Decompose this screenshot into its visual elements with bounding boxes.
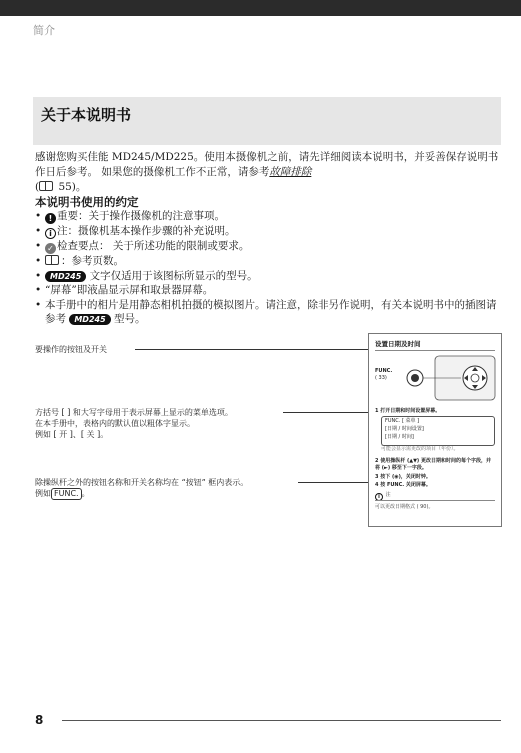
sample-title: 设置日期及时间 — [375, 340, 421, 348]
annotation-line: 例如 [ 开 ]、[ 关 ]。 — [35, 430, 109, 439]
footer-rule — [62, 720, 501, 721]
list-item — [35, 239, 505, 254]
leader-line — [298, 482, 374, 483]
annotation-other-buttons — [35, 477, 335, 500]
list-item — [35, 254, 505, 269]
book-icon — [45, 255, 59, 265]
leader-line — [283, 412, 373, 413]
annotation-brackets — [35, 407, 315, 440]
book-icon — [39, 181, 53, 191]
menu-path: FUNC. [ 菜单 ] — [385, 418, 420, 424]
list-item-text: 型号。 — [114, 313, 146, 325]
page-number: 8 — [35, 713, 44, 727]
page-title: 关于本说明书 — [41, 106, 132, 124]
conventions-list — [35, 209, 505, 327]
intro-text: 感谢您购买佳能 MD245/MD225。使用本摄像机之前，请先详细阅读本说明书，并妥善保存说明书作日后参考。 如果您的摄像机工作不正常，请参考 — [35, 151, 499, 178]
note-label: 注 — [385, 492, 391, 498]
model-badge: MD245 — [45, 271, 86, 282]
menu-path-box — [381, 416, 495, 446]
list-item — [35, 283, 505, 298]
sample-ref: ( 33) — [375, 375, 387, 381]
sample-page — [368, 333, 502, 527]
sample-note-text: 可以更改日期格式 ( 90)。 — [375, 504, 434, 510]
intro-ref: 55)。 — [55, 181, 87, 193]
list-item-text: 注：摄像机基本操作步骤的补充说明。 — [57, 225, 236, 237]
menu-path: [日期 / 时间设置] — [385, 426, 424, 432]
annotation-line: 除操纵杆之外的按钮名称和开关名称均在 “按钮” 框内表示。 — [35, 478, 249, 487]
intro-paragraph: 感谢您购买佳能 MD245/MD225。使用本摄像机之前，请先详细阅读本说明书，并妥善保存说明书作日后参考。 如果您的摄像机工作不正常，请参考故障排除 ( 55)。 — [35, 151, 499, 193]
note-icon: i — [45, 228, 56, 239]
list-item-text: 重要：关于操作摄像机的注意事项。 — [57, 210, 225, 222]
troubleshooting-link[interactable]: 故障排除 — [269, 166, 312, 178]
important-icon: ! — [45, 213, 56, 224]
annotation-line: 方括号 [ ] 和大写字母用于表示屏幕上显示的菜单选项。 — [35, 408, 233, 417]
list-item-text: ：参考页数。 — [61, 255, 124, 267]
list-item-text: 本手册中的相片是用静态相机拍摄的模拟图片。请注意，除非另作说明，有关本说明书中的插图请参考 — [45, 298, 497, 325]
list-item — [35, 224, 505, 239]
list-item-text: “屏幕”即液晶显示屏和取景器屏幕。 — [45, 284, 214, 296]
camera-controls-illustration — [405, 354, 497, 404]
model-badge: MD245 — [69, 314, 110, 325]
note-icon: i — [375, 493, 383, 501]
list-item — [35, 298, 505, 327]
example-suffix: 。 — [81, 489, 90, 498]
sample-step: 2 使用操纵杆 (▲▼) 更改日期和时间的每个字段，并将 (►) 移至下一字段。 — [375, 458, 491, 471]
annotation-buttons-switches: 要操作的按钮及开关 — [35, 345, 107, 354]
annotation-line — [35, 488, 335, 500]
conventions-title: 本说明书使用的约定 — [35, 195, 139, 209]
list-item — [35, 269, 505, 284]
list-item-text: 检查要点： 关于所述功能的限制或要求。 — [57, 240, 250, 252]
divider — [375, 350, 495, 351]
sample-func: FUNC. — [375, 368, 393, 374]
sample-note: 可能会显示需更改的项目（年份）。 — [381, 446, 459, 452]
sample-step: 1 打开日期和时间设置屏幕。 — [375, 408, 441, 414]
annotation-line: 在本手册中，表格内的默认值以粗体字显示。 — [35, 419, 195, 428]
checkpoint-icon: ✓ — [45, 243, 56, 254]
sample-step: 4 按 FUNC. 关闭屏幕。 — [375, 482, 431, 488]
func-button-label: FUNC. — [51, 488, 82, 500]
list-item — [35, 209, 505, 224]
example-prefix: 例如 — [35, 489, 51, 498]
divider — [375, 500, 495, 501]
menu-path: [日期 / 时间] — [385, 434, 414, 440]
list-item-text: 文字仅适用于该图标所显示的型号。 — [89, 269, 258, 282]
section-label: 简介 — [33, 24, 55, 37]
top-bar — [0, 0, 521, 16]
heading-box — [33, 97, 501, 145]
sample-step: 3 按下 (◉)，关闭时钟。 — [375, 474, 431, 480]
leader-line — [135, 349, 395, 350]
